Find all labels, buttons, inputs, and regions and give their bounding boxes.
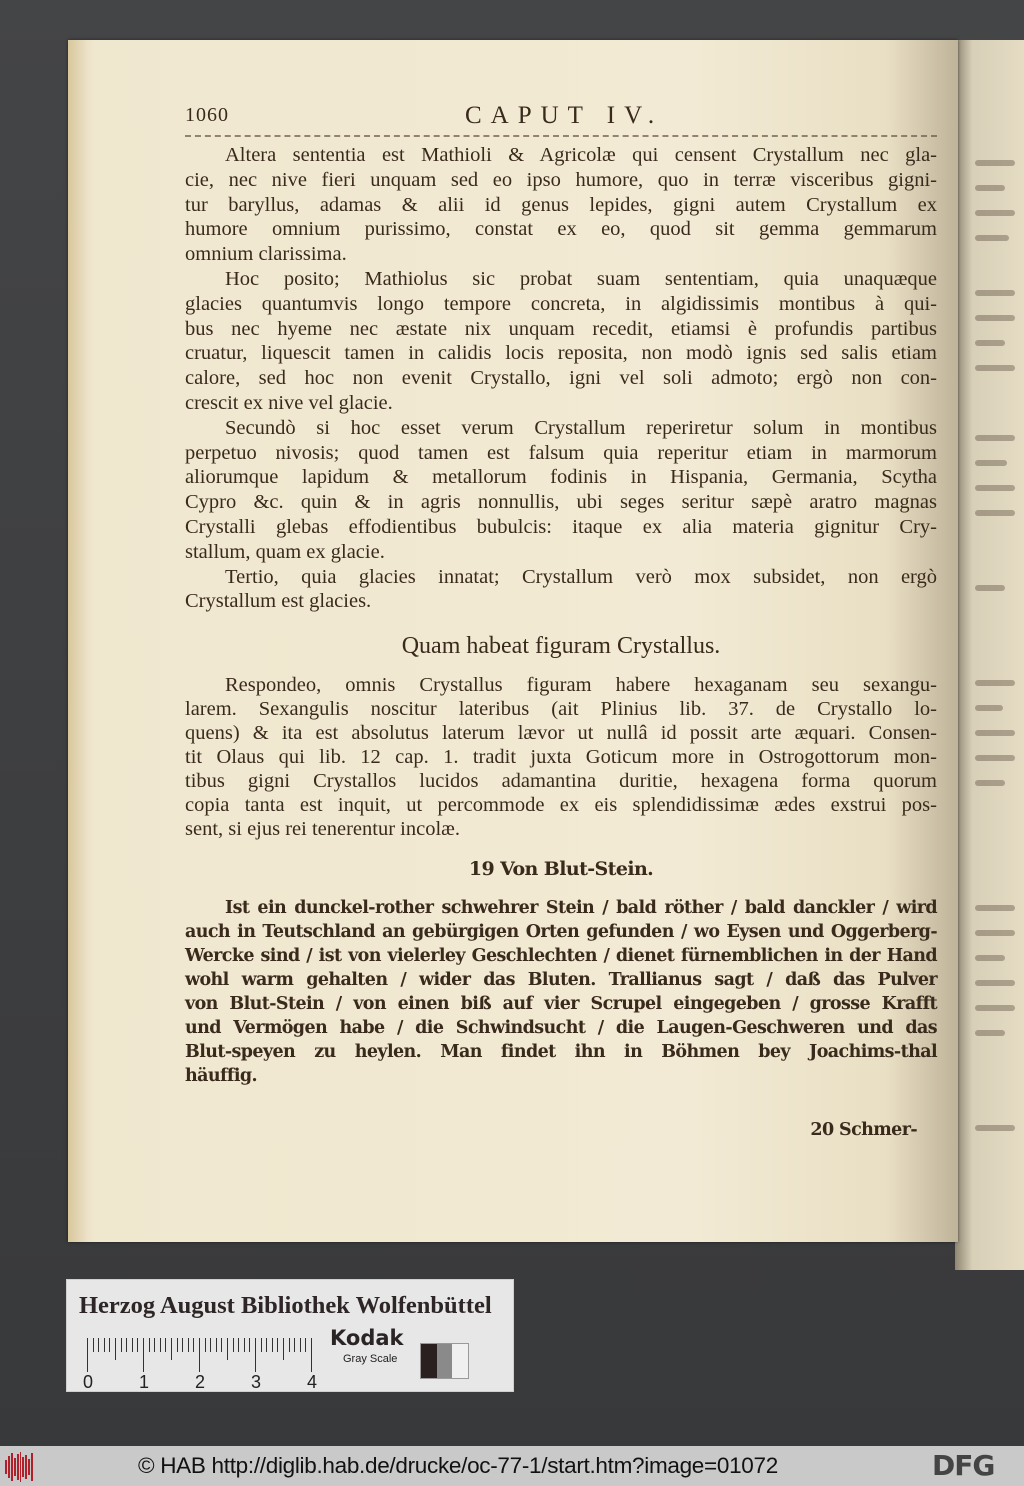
text-line: auch in Teutschland an gebürgigen Orten gefunden / wo Eysen und Oggerberg- [185,922,937,942]
text-line: Altera sententia est Mathioli & Agricolæ qui censent Crystallum nec gla- [225,144,937,166]
ruler-tick [300,1338,301,1352]
page-number: 1060 [185,104,229,126]
gray-scale-swatches [420,1343,469,1379]
text-line: von Blut-Stein / von einen biß auf vier Scrupel eingegeben / grosse Krafft [185,994,937,1014]
text-line: cie, nec nive fieri unquam sed eo ipso humore, quo in terræ visceribus gigni- [185,168,937,191]
ruler-tick [121,1338,122,1352]
section-heading-german: 19 Von Blut-Stein. [468,858,654,880]
text-line: crescit ex nive vel glacie. [185,391,393,414]
paragraph [185,565,937,615]
ruler-tick [266,1338,267,1352]
hab-logo-icon [5,1452,33,1482]
ruler-tick [210,1338,211,1352]
text-line: Secundò si hoc esset verum Crystallum reperiretur solum in montibus [225,416,937,439]
text-line: larem. Sexangulis noscitur lateribus (ait Plinius lib. 37. de Crystallo lo- [185,698,937,720]
text-line: omnium clarissima. [185,243,347,266]
text-line: perpetuo nivosis; quod tamen est falsum quia reperitur etiam in marmorum [185,441,937,464]
logo-bar [28,1459,30,1475]
text-line: tit Olaus qui lib. 12 cap. 1. tradit juxta Goticum more in Ostrogottorum mon- [185,746,937,768]
text-line: humore omnium purissimo, constat ex eo, quod sit gemma gemmarum [185,218,937,241]
text-line: glacies quantumvis longo tempore concreta, in algidissimis montibus à qui- [185,292,937,315]
paragraph [185,143,937,267]
ruler-tick [277,1338,278,1352]
ruler-tick [221,1338,222,1352]
text-line: Crystalli glebas effodientibus bubulcis: itaque ex alia materia gignitur Cry- [185,515,937,538]
running-head: CAPUT IV. [465,102,664,129]
catchword: 20 Schmer- [810,1120,917,1140]
paragraph-figura [185,673,937,841]
text-line: Hoc posito; Mathiolus sic probat suam sententiam, quia unaquæque [225,267,937,290]
ruler-tick [171,1338,172,1360]
logo-bar [22,1457,24,1477]
ruler-tick [216,1338,217,1352]
ruler-tick [165,1338,166,1352]
ruler-tick [238,1338,239,1352]
logo-bar [14,1458,16,1476]
text-line: und Vermögen habe / die Schwindsucht / die Laugen-Geschweren und das [185,1018,937,1038]
text-line: wohl warm gehalten / wider das Bluten. Trallianus sagt / daß das Pulver [185,970,937,990]
logo-bar [31,1453,33,1481]
ruler-tick [272,1338,273,1352]
text-line: Respondeo, omnis Crystallus figuram habere hexaganam seu sexangu- [225,674,937,696]
paragraph-german [185,896,937,1088]
ruler-tick [289,1338,290,1352]
paragraph [185,416,937,565]
latin-text-top [185,143,937,614]
text-line: tur baryllus, adamas & alii id genus lepides, gigni autem Crystallum ex [185,193,937,216]
ruler-tick [132,1338,133,1352]
logo-bar [8,1456,10,1478]
ruler-tick [87,1338,88,1372]
text-line: tibus gigni Crystallos lucidos adamantina duritie, hexagena forma quorum [185,770,937,792]
copyright-url[interactable]: © HAB http://diglib.hab.de/drucke/oc-77-1/start.htm?image=01072 [138,1453,778,1478]
gray-swatch [452,1344,468,1378]
ruler-tick [261,1338,262,1352]
header-rule [185,135,937,137]
ruler-tick [305,1338,306,1352]
ruler-number: 3 [251,1372,262,1392]
text-line: calore, sed hoc non evenit Crystallo, igni vel soli admoto; ergò non con- [185,367,937,390]
text-line: Wercke sind / ist von vielerley Geschlechten / dienet fürnemblichen in der Hand [185,946,937,966]
text-line: Tertio, quia glacies innatat; Crystallum verò mox subsidet, non ergò [225,565,937,588]
text-line: aliorumque lapidum & metallorum fodinis in Hispania, Germania, Scytha [185,466,937,489]
ruler-number: 1 [139,1372,150,1392]
logo-bar [20,1452,22,1482]
ruler-tick [227,1338,228,1360]
ruler-tick [249,1338,250,1352]
ruler-tick [283,1338,284,1360]
ruler-tick [244,1338,245,1352]
text-line: stallum, quam ex glacie. [185,540,385,563]
facing-page-edge [955,40,1024,1270]
book-page [68,40,958,1242]
text-line: Cypro &c. quin & in agris nonnullis, ubi seges seritur sæpè aratro magnas [185,491,937,514]
page-content [185,40,937,1242]
library-name: Herzog August Bibliothek Wolfenbüttel [79,1292,492,1319]
text-line: sent, si ejus rei tenerentur incolæ. [185,818,460,840]
ruler-tick [294,1338,295,1352]
ruler-tick [193,1338,194,1352]
ruler-tick [182,1338,183,1352]
gray-swatch [437,1344,453,1378]
ruler-number: 2 [195,1372,206,1392]
logo-bar [25,1455,27,1479]
text-line: bus nec hyeme nec æstate nix unquam recedit, etiamsi è profundis partibus [185,317,937,340]
gray-swatch [421,1344,437,1378]
library-scale-card [66,1279,514,1392]
text-line: copia tanta est inquit, ut percommode ex eis splendidissimæ ædes exstrui pos- [185,794,937,816]
ruler-tick [311,1338,312,1372]
ruler-tick [93,1338,94,1352]
ruler-tick [188,1338,189,1352]
ruler-tick [98,1338,99,1352]
ruler-tick [104,1338,105,1352]
text-line: Ist ein dunckel-rother schwehrer Stein / bald röther / bald danckler / wird [225,898,937,918]
ruler-number: 4 [307,1372,318,1392]
ruler-tick [126,1338,127,1352]
logo-bar [11,1453,13,1481]
footer-bar [0,1446,1024,1486]
text-line: häuffig. [185,1066,258,1086]
ruler [83,1338,318,1392]
text-line: Crystallum est glacies. [185,590,372,613]
kodak-brand: Kodak [330,1326,404,1350]
ruler-tick [109,1338,110,1352]
ruler-tick [137,1338,138,1352]
ruler-tick [177,1338,178,1352]
paragraph [185,267,937,416]
ruler-tick [199,1338,200,1372]
ruler-tick [149,1338,150,1352]
text-line: Blut-speyen zu heylen. Man findet ihn in Böhmen bey Joachims-thal [185,1042,937,1062]
logo-bar [5,1460,7,1474]
text-line: quens) & ita est absolutus laterum lævor ut nullâ id possit arte æquari. Consen- [185,722,937,744]
ruler-number: 0 [83,1372,94,1392]
section-heading-latin: Quam habeat figuram Crystallus. [401,633,721,659]
ruler-tick [233,1338,234,1352]
logo-bar [17,1454,19,1480]
ruler-tick [143,1338,144,1372]
ruler-tick [115,1338,116,1360]
ruler-tick [154,1338,155,1352]
ruler-tick [255,1338,256,1372]
gray-scale-label: Gray Scale [343,1353,398,1365]
dfg-logo-icon: DFG [932,1449,995,1482]
ruler-tick [205,1338,206,1352]
ruler-tick [160,1338,161,1352]
text-line: cruatur, liquescit tamen in calidis locis reposita, non modò ignis sed salis etiam [185,342,937,365]
